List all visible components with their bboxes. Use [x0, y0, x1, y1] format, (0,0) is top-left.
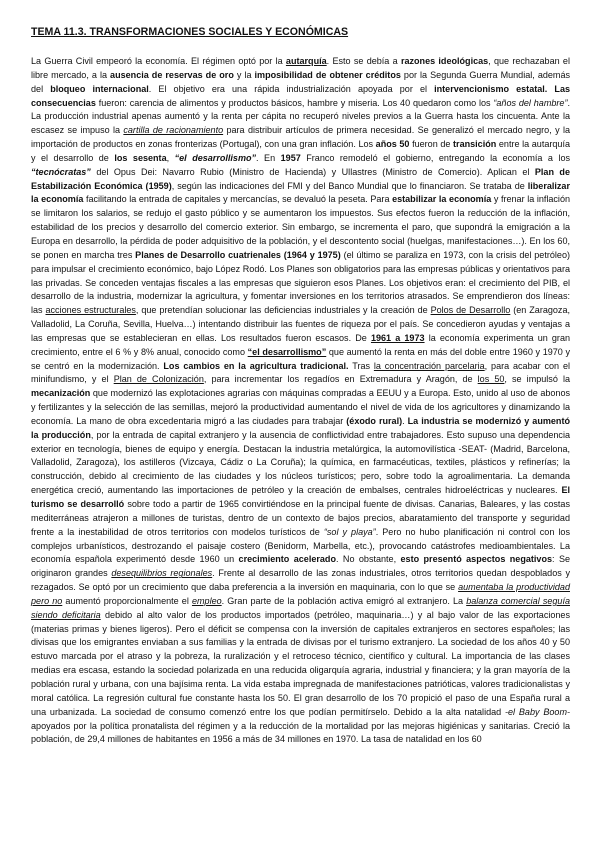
text-run: sobre todo a partir de 1965 convirtiéndose en la principal fuente de divisas. Canarias, Baleares, y las costas mediterráneas atrajeron a millones de turistas, dentro de un contexto de bajos precios, abaratamiento del transporte y seguridad frente a la inestabilidad de otros territorios con modelos turísticos de [31, 499, 570, 537]
emphasized-text: Los cambios en la agricultura tradicional. [163, 360, 349, 371]
emphasized-text: “años del hambre” [493, 97, 568, 108]
text-run: , que rechazaban el libre mercado, a la [31, 56, 570, 80]
emphasized-text: aumentaba la productividad pero no [31, 582, 570, 606]
emphasized-text: bloqueo internacional [50, 83, 149, 94]
text-run: Franco remodeló el gobierno, entregando la economía a los [300, 152, 571, 163]
text-run: . El objetivo era una rápida industrialización apoyada por el [148, 83, 435, 94]
emphasized-text: “tecnócratas” [31, 166, 91, 177]
text-run: la economía experimenta un gran crecimiento, entre el 6 % y 8% anual, conocido como [31, 332, 571, 357]
text-run: entre la autarquía y el desarrollo de [31, 139, 570, 163]
text-run: por la Segunda Guerra Mundial, además del [31, 69, 570, 94]
emphasized-text: liberalizar la economía [31, 180, 570, 205]
emphasized-text: años 50 [375, 139, 410, 150]
text-run: . No obstante, [335, 554, 401, 565]
emphasized-text: crecimiento acelerado [238, 554, 336, 565]
text-run: fueron de [409, 139, 454, 150]
text-run: que modernizó las explotaciones agrarias con máquinas compradas a EEUU y a Europa. Esto, unido al uso de abonos y fertilizantes y la selección de las semillas, mejoró la productividad aumentando el nivel de vida de los agricultores y dinamizando la economía. La mano de obra excedentaria migró a las ciudades para trabajar [31, 388, 570, 426]
emphasized-text: intervencionismo estatal. [434, 83, 548, 94]
emphasized-text: imposibilidad de obtener créditos [254, 69, 401, 80]
emphasized-text: esto presentó aspectos negativos [400, 554, 553, 565]
emphasized-text: empleo [191, 595, 222, 606]
text-run: fueron: carencia de alimentos y productos básicos, hambre y miseria. Los 40 quedaron como los [95, 97, 494, 108]
text-run: . Esto se debía a [326, 56, 401, 66]
text-run: aumentó proporcionalmente el [62, 595, 192, 606]
text-run: , para incrementar los regadíos en Extremadura y Aragón, de [203, 374, 478, 385]
emphasized-text: El turismo se desarrolló [31, 485, 570, 509]
text-run: , [166, 152, 175, 163]
emphasized-text: (éxodo rural) [346, 415, 403, 426]
text-run: apoyados por la política pronatalista del régimen y a la reducción de la mortalidad por las mejoras higiénicas y sanitarias. Creció la población, de 29,4 millones de habitantes en 1956 a más de 34 millones en 1970. La tasa de natalidad en los 60 [31, 720, 570, 745]
emphasized-text: ausencia de reservas de oro [110, 69, 234, 80]
emphasized-text: cartilla de racionamiento [123, 125, 224, 136]
emphasized-text: los sesenta [114, 152, 167, 163]
text-run: Tras [348, 360, 374, 371]
text-run: y frenar la inflación se limitaron los salarios, se redujo el gasto público y se aumentaron los impuestos. Sus efectos fueron la reducción de la inflación, estabilidad de los precios y desarrollo del comercio exterior. Sin embargo, se incrementa el paro, que supondrá la emigración a la Europa en desarrollo, la pérdida de poder adquisitivo de la población, y el descontento social (huelgas, manifestaciones…). En los 60, se ponen en marcha tres [31, 194, 571, 260]
emphasized-text: la concentración parcelaria [373, 360, 485, 371]
text-run: . Frente al desarrollo de las zonas industriales, otros territorios quedan despoblados y rezagados. Se optó por un crecimiento que daba preferencia a la inversión en maquinaria, con lo que se [31, 568, 570, 593]
text-run: : Se originaron grandes [31, 554, 571, 579]
emphasized-text: Plan de Estabilización Económica (1959) [31, 166, 570, 191]
text-run: , que pretendían solucionar las deficiencias industriales y la creación de [135, 305, 431, 316]
text-run: y la [233, 69, 255, 80]
text-run: . Gran parte de la población activa emigró al extranjero. La [221, 595, 467, 606]
emphasized-text: balanza comercial seguía siendo deficitaria [31, 595, 570, 620]
emphasized-text: 1957 [280, 152, 301, 163]
text-run: que aumentó la renta en más del doble entre 1960 y 1970 y se centró en la modernización. [31, 346, 570, 371]
emphasized-text: estabilizar la economía [392, 194, 492, 205]
emphasized-text: Las consecuencias [31, 83, 571, 108]
text-run: . En [256, 152, 281, 163]
text-run: La Guerra Civil empeoró la economía. El régimen optó por la [31, 56, 286, 66]
text-run: . La producción industrial apenas aumentó y la renta per cápita no recuperó niveles previos a la Guerra hasta los cincuenta. Ante la escasez se impuso la [31, 97, 570, 136]
text-run: (el último se paraliza en 1973, con la crisis del petróleo) para impulsar el crecimiento económico, bajo López Rodó. Los Planes son obligatorios para las empresas públicas y orientativos para las privadas. Se conceden ventajas fiscales a las empresas que siguieron esos Planes. Los objetivos eran: el crecimiento del PIB, el desarrollo de la industria, modernizar la agricultura, y fomentar inversiones en los territorios atrasados. Se emprendieron dos líneas: las [31, 249, 570, 316]
text-run: (en Zaragoza, Valladolid, La Coruña, Sevilla, Huelva…) intentando distribuir las fuentes de riqueza por el país. Se concedieron ayudas y ventajas a las empresas que se establecieran en ellas. Los resultados fueron escasos. De [31, 305, 570, 343]
emphasized-text: -el Baby Boom- [505, 706, 570, 717]
emphasized-text: razones ideológicas [400, 56, 489, 66]
text-run: , según las indicaciones del FMI y del Banco Mundial que lo financiaron. Se trataba de [171, 180, 528, 191]
emphasized-text: 1961 a 1973 [370, 332, 425, 343]
text-run: , para acabar con el minifundismo, y el [31, 360, 570, 385]
emphasized-text: desequilibrios regionales [111, 568, 213, 579]
emphasized-text: transición [453, 139, 497, 150]
text-run: del Opus Dei: Navarro Rubio (Ministro de Hacienda) y Ullastres (Ministro de Comercio). Aplican el [90, 166, 535, 177]
emphasized-text: “sol y playa” [323, 526, 376, 537]
emphasized-text: Polos de Desarrollo [430, 305, 511, 316]
emphasized-text: autarquía [285, 56, 327, 66]
text-run: debido al alto valor de los productos importados (petróleo, maquinaria…) y al bajo valor de las exportaciones (materias primas y bienes ligeros). Pero el déficit se compensa con la inversión de capitales extranjeros en sectores españoles; las divisas que los emigrantes enviaban a sus familias y la entrada de divisas por el turismo extranjero. La sociedad de los años 40 y 50 estuvo marcada por el atraso y la pobreza, la ruralización y el retroceso técnico, científico y cultural. La importancia de las clases medias era escasa, estando la sociedad polarizada en una reducida oligarquía agraria, industrial y financiera; y la gran mayoría de la población rural y urbana, con una bajísima renta. La vida estaba impregnada de manifestaciones patrióticas, valores tradicionalistas y moral católica. La regresión cultural fue constante hasta los 50. El gran desarrollo de los 70 propició el paso de una España rural a una urbanizada. La sociedad de consumo comenzó entre los que podían permitírselo. Debido a la alta natalidad [31, 609, 570, 717]
emphasized-text: “el desarrollismo” [174, 152, 257, 163]
emphasized-text: los 50 [477, 374, 505, 385]
text-run: . Pero no hubo planificación ni control con los complejos urbanísticos, destrozando el paisaje costero (Benidorm, Marbella, etc.), provocando catástrofes medioambientales. La economía española experimentó desde 1960 un [31, 526, 570, 565]
emphasized-text: mecanización [31, 388, 91, 399]
emphasized-text: Plan de Colonización [113, 374, 204, 385]
text-run: facilitando la entrada de capitales y mercancías, se devaluó la peseta. Para [83, 194, 393, 205]
emphasized-text: acciones estructurales [45, 305, 136, 316]
emphasized-text: La industria se modernizó y aumentó la producción [31, 415, 570, 440]
text-run: . [402, 415, 408, 426]
page-title: TEMA 11.3. TRANSFORMACIONES SOCIALES Y ECONÓMICAS [31, 26, 349, 38]
text-run: , se impulsó la [504, 374, 570, 385]
emphasized-text: “el desarrollismo” [247, 346, 327, 357]
text-run: , por la entrada de capital extranjero y la ausencia de conflictividad entre trabajadores. Esto supuso una dependencia exterior en tecnología, bienes de equipo y energía. Destacan la industria metalúrgica, la automovilística -SEAT- (Madrid, Barcelona, Valladolid, Zaragoza), los astilleros (Vizcaya, Cádiz o La Coruña); la química, en farmacéuticas, textiles, plásticos y refinerías; la construcción, debido al crecimiento de las ciudades y los núcleos turísticos; pero, sobre todo la agroalimentaria. La demanda energética creció, aumentando las importaciones de petróleo y la creación de embalses, centrales hidroeléctricas y nucleares. [31, 429, 570, 496]
emphasized-text: Planes de Desarrollo cuatrienales (1964 y 1975) [135, 249, 341, 260]
body-paragraph [31, 55, 570, 747]
text-run: para distribuir artículos de primera necesidad. Se generalizó el mercado negro, y la importación de productos en zonas fronterizas (Portugal), con una gran inflación. Los [31, 125, 570, 150]
